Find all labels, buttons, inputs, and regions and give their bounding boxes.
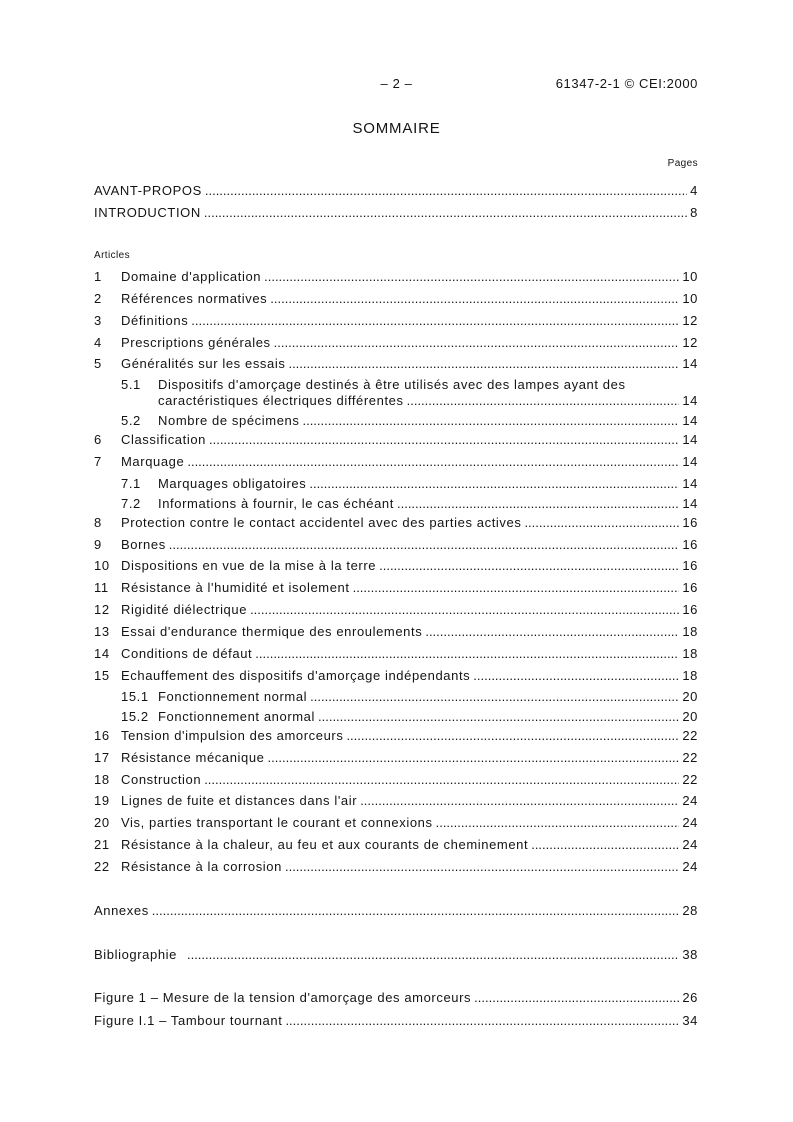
toc-annexes (94, 900, 698, 922)
toc-page-number: 18 (682, 645, 698, 661)
toc-page-number: 14 (682, 495, 698, 511)
toc-entry-body (158, 707, 698, 727)
toc-entry-title-line (121, 747, 698, 769)
toc-entry-body (121, 599, 698, 621)
toc-entry-title: Définitions (121, 312, 189, 328)
toc-entry-body (121, 555, 698, 577)
toc-entry-body (121, 332, 698, 354)
toc-entry-title: Résistance à l'humidité et isolement (121, 580, 350, 596)
toc-entry-number: 17 (94, 749, 110, 765)
toc-entry-title: Essai d'endurance thermique des enroulements (121, 623, 423, 639)
dot-leader (474, 987, 679, 1010)
dot-leader (425, 621, 679, 643)
toc-entry-title: Prescriptions générales (121, 334, 271, 350)
toc-entry-title-line (94, 180, 698, 202)
toc-article-row (94, 512, 698, 534)
toc-article-row (94, 599, 698, 621)
toc-entry-body (121, 534, 698, 556)
dot-leader (285, 856, 679, 878)
toc-entry-body (121, 725, 698, 747)
dot-leader (204, 202, 687, 224)
toc-entry-title-line (158, 393, 698, 409)
toc-entry-title: Tension d'impulsion des amorceurs (121, 727, 344, 743)
toc-page-number: 22 (682, 771, 698, 787)
toc-entry-title: Classification (121, 432, 206, 448)
toc-entry-number: 15 (94, 667, 110, 683)
toc-entry-body (121, 790, 698, 812)
toc-entry-title-line (121, 621, 698, 643)
toc-entry-number: 7.2 (121, 495, 141, 511)
toc-entry-number: 10 (94, 558, 110, 574)
toc-subsection-row (94, 411, 698, 431)
dot-leader (353, 577, 680, 599)
toc-entry-body (121, 451, 698, 473)
toc-front-matter (94, 180, 698, 224)
toc-entry-body (94, 202, 698, 224)
toc-entry-title-line (121, 577, 698, 599)
toc-entry-body (121, 665, 698, 687)
toc-entry-title: Rigidité diélectrique (121, 602, 248, 618)
toc-entry-title-line (121, 451, 698, 473)
toc-article-row (94, 725, 698, 747)
dot-leader (270, 288, 679, 310)
toc-entry-title: caractéristiques électriques différentes (158, 393, 404, 409)
toc-entry-title: Marquages obligatoires (158, 476, 307, 492)
toc-article-row (94, 332, 698, 354)
toc-article-row (94, 353, 698, 375)
toc-entry-title-line (121, 353, 698, 375)
toc-entry-number: 2 (94, 290, 102, 306)
toc-entry-number: 22 (94, 858, 110, 874)
toc-entry-number: 11 (94, 580, 109, 596)
dot-leader (209, 429, 679, 451)
toc-entry-body (121, 288, 698, 310)
toc-entry-body (121, 769, 698, 791)
toc-article-row (94, 769, 698, 791)
toc-entry-body (121, 643, 698, 665)
toc-entry-title: Fonctionnement normal (158, 689, 308, 705)
toc-article-row (94, 429, 698, 451)
dot-leader (360, 790, 679, 812)
toc-subsection-row (94, 474, 698, 494)
toc-entry-body (121, 512, 698, 534)
toc-page-number: 24 (682, 793, 698, 809)
dot-leader (205, 180, 687, 202)
page-number-header: – 2 – (380, 76, 413, 91)
toc-figure-row (94, 1010, 698, 1033)
toc-entry-title: Dispositifs d'amorçage destinés à être utilisés avec des lampes ayant des (158, 377, 626, 393)
toc-entry-title: Généralités sur les essais (121, 356, 286, 372)
toc-entry-number: 7.1 (121, 476, 141, 492)
toc-entry-title: Informations à fournir, le cas échéant (158, 495, 394, 511)
toc-entry-title-line (158, 687, 698, 707)
dot-leader (473, 665, 679, 687)
toc-article-row (94, 834, 698, 856)
toc-page-number: 26 (682, 990, 698, 1005)
toc-annexes-row (94, 900, 698, 922)
toc-entry-body (121, 812, 698, 834)
toc-entry-body (121, 310, 698, 332)
toc-entry-body (121, 353, 698, 375)
toc-article-row (94, 534, 698, 556)
toc-page-number: 34 (682, 1012, 698, 1028)
toc-entry-body (94, 987, 698, 1010)
toc-entry-number: 12 (94, 602, 110, 618)
toc-entry-title-line (121, 790, 698, 812)
toc-article-row (94, 577, 698, 599)
toc-page-number: 10 (682, 269, 698, 284)
toc-page-number: 14 (682, 476, 698, 492)
toc-page-number: 4 (690, 183, 698, 198)
toc-entry-number: 5 (94, 356, 102, 372)
dot-leader (255, 643, 679, 665)
toc-entry-title-line (121, 769, 698, 791)
toc-page-number: 14 (682, 432, 698, 448)
toc-entry-number: 3 (94, 312, 102, 328)
dot-leader (407, 393, 680, 409)
toc-entry-title: Dispositions en vue de la mise à la terre (121, 558, 377, 574)
toc-page-number: 8 (690, 204, 698, 220)
dot-leader (250, 599, 679, 621)
toc-entry-title: Figure 1 – Mesure de la tension d'amorçage des amorceurs (94, 990, 472, 1005)
toc-article-row (94, 747, 698, 769)
page-title: SOMMAIRE (352, 120, 441, 137)
toc-entry-body (158, 474, 698, 494)
toc-article-row (94, 812, 698, 834)
toc-entry-title-line (121, 599, 698, 621)
toc-article-row (94, 288, 698, 310)
toc-entry-number: 20 (94, 815, 110, 831)
toc-entry-body (158, 687, 698, 707)
toc-entry-body (94, 180, 698, 202)
toc-page-number: 18 (682, 667, 698, 683)
toc-subsection-row (94, 707, 698, 727)
toc-article-row (94, 856, 698, 878)
toc-entry-title-line (94, 944, 698, 966)
toc-entry-title-line (158, 707, 698, 727)
toc-article-row (94, 266, 698, 288)
toc-article-row (94, 451, 698, 473)
toc-entry-title-line (121, 512, 698, 534)
toc-entry-number: 7 (94, 454, 102, 470)
toc-entry-body (158, 411, 698, 431)
dot-leader (309, 474, 679, 494)
dot-leader (310, 687, 679, 707)
toc-entry-title: Marquage (121, 454, 185, 470)
toc-bibliography (94, 944, 698, 966)
toc-page-number: 24 (682, 815, 698, 831)
toc-entry-body (94, 944, 698, 966)
toc-entry-title-line (121, 834, 698, 856)
toc-entry-title: Résistance à la chaleur, au feu et aux courants de cheminement (121, 837, 529, 853)
toc-page-number: 16 (682, 558, 698, 574)
toc-page-number: 10 (682, 290, 698, 306)
toc-page-number: 16 (682, 602, 698, 618)
dot-leader (264, 266, 679, 288)
toc-entry-title: Bornes (121, 536, 166, 552)
dot-leader (288, 353, 679, 375)
toc-article-row (94, 643, 698, 665)
toc-entry-title: AVANT-PROPOS (94, 183, 202, 198)
toc-entry-number: 4 (94, 334, 102, 350)
articles-list (94, 266, 698, 878)
toc-page-number: 24 (682, 837, 698, 853)
toc-entry-number: 9 (94, 536, 102, 552)
toc-entry-body (121, 266, 698, 288)
toc-front-row (94, 202, 698, 224)
toc-page-number: 14 (682, 454, 698, 470)
toc-entry-number: 21 (94, 837, 110, 853)
dot-leader (187, 944, 679, 966)
toc-entry-title-line (121, 812, 698, 834)
toc-page-number: 16 (682, 580, 698, 596)
toc-page-number: 22 (682, 749, 698, 765)
toc-entry-body (121, 577, 698, 599)
dot-leader (152, 900, 680, 922)
toc-front-row (94, 180, 698, 202)
toc-entry-title: Nombre de spécimens (158, 413, 300, 429)
toc-entry-title-line (121, 665, 698, 687)
toc-page-number: 24 (682, 858, 698, 874)
toc-entry-title-line (121, 429, 698, 451)
toc-page-number: 28 (682, 903, 698, 918)
toc-entry-body (158, 494, 698, 514)
toc-entry-title-line (121, 555, 698, 577)
toc-page-number: 16 (682, 514, 698, 530)
toc-page-number: 12 (682, 334, 698, 350)
toc-entry-number: 15.1 (121, 689, 149, 705)
toc-entry-number: 5.1 (121, 377, 141, 393)
toc-entry-body (121, 856, 698, 878)
toc-entry-title-line (121, 266, 698, 288)
toc-entry-number: 5.2 (121, 413, 141, 429)
articles-section-label: Articles (94, 250, 130, 261)
dot-leader (318, 707, 679, 727)
toc-entry-title: Références normatives (121, 290, 268, 306)
toc-entry-number: 13 (94, 623, 110, 639)
toc-entry-title: Résistance à la corrosion (121, 858, 282, 874)
toc-page-number: 16 (682, 536, 698, 552)
toc-entry-number: 1 (94, 269, 102, 284)
toc-entry-title: Fonctionnement anormal (158, 708, 315, 724)
toc-entry-body (158, 377, 698, 409)
toc-page-number: 20 (682, 689, 698, 705)
toc-entry-body (94, 900, 698, 922)
toc-entry-title: Annexes (94, 903, 149, 918)
toc-subsection-row (94, 376, 698, 411)
toc-page-number: 14 (682, 356, 698, 372)
toc-entry-title-line (94, 900, 698, 922)
toc-entry-title: Résistance mécanique (121, 749, 265, 765)
toc-entry-title-line (94, 987, 698, 1010)
toc-figure-row (94, 987, 698, 1010)
dot-leader (397, 494, 679, 514)
toc-entry-number: 18 (94, 771, 110, 787)
toc-entry-title-line (94, 1010, 698, 1033)
dot-leader (379, 555, 679, 577)
toc-page-number: 14 (682, 393, 698, 409)
toc-page-number: 38 (682, 947, 698, 962)
toc-entry-title: Domaine d'application (121, 269, 262, 284)
toc-entry-body (121, 621, 698, 643)
toc-article-row (94, 665, 698, 687)
toc-entry-body (121, 429, 698, 451)
dot-leader (346, 725, 679, 747)
toc-page-number: 18 (682, 623, 698, 639)
toc-article-row (94, 555, 698, 577)
toc-entry-title-line (121, 288, 698, 310)
toc-entry-number: 8 (94, 514, 102, 530)
dot-leader (187, 451, 679, 473)
toc-entry-title-line (158, 474, 698, 494)
toc-entry-title: Figure I.1 – Tambour tournant (94, 1012, 283, 1028)
toc-entry-title: Lignes de fuite et distances dans l'air (121, 793, 358, 809)
toc-entry-title-line (121, 856, 698, 878)
toc-entry-body (94, 1010, 698, 1033)
toc-entry-title-line (158, 377, 698, 393)
toc-entry-title: Echauffement des dispositifs d'amorçage indépendants (121, 667, 471, 683)
toc-entry-title-line (121, 534, 698, 556)
dot-leader (169, 534, 680, 556)
toc-page-number: 14 (682, 413, 698, 429)
toc-article-row (94, 621, 698, 643)
toc-subsection-row (94, 687, 698, 707)
dot-leader (191, 310, 679, 332)
dot-leader (531, 834, 679, 856)
toc-entry-title-line (121, 643, 698, 665)
toc-entry-body (121, 834, 698, 856)
dot-leader (302, 411, 679, 431)
toc-entry-title: Vis, parties transportant le courant et connexions (121, 815, 433, 831)
toc-entry-title: Construction (121, 771, 202, 787)
dot-leader (436, 812, 680, 834)
toc-entry-title-line (94, 202, 698, 224)
toc-entry-body (121, 747, 698, 769)
pages-column-label: Pages (667, 158, 698, 169)
toc-page-number: 12 (682, 312, 698, 328)
toc-entry-title: Bibliographie (94, 947, 177, 962)
dot-leader (524, 512, 679, 534)
toc-page-number: 22 (682, 727, 698, 743)
toc-entry-title: INTRODUCTION (94, 204, 201, 220)
toc-entry-number: 14 (94, 645, 110, 661)
toc-entry-title-line (121, 310, 698, 332)
toc-page-number: 20 (682, 708, 698, 724)
dot-leader (268, 747, 680, 769)
dot-leader (204, 769, 679, 791)
toc-subsection-row (94, 494, 698, 514)
toc-entry-number: 19 (94, 793, 110, 809)
toc-entry-number: 16 (94, 727, 110, 743)
standard-reference-header: 61347-2-1 © CEI:2000 (555, 76, 698, 91)
toc-entry-title-line (158, 494, 698, 514)
toc-article-row (94, 790, 698, 812)
toc-article-row (94, 310, 698, 332)
toc-entry-title: Protection contre le contact accidentel avec des parties actives (121, 514, 522, 530)
toc-entry-title-line (121, 725, 698, 747)
toc-entry-title-line (158, 411, 698, 431)
toc-entry-number: 15.2 (121, 708, 149, 724)
toc-entry-title: Conditions de défaut (121, 645, 253, 661)
dot-leader (285, 1010, 679, 1033)
toc-entry-number: 6 (94, 432, 102, 448)
toc-figures (94, 987, 698, 1032)
toc-entry-title-line (121, 332, 698, 354)
toc-bibliography-row (94, 944, 698, 966)
dot-leader (274, 332, 680, 354)
